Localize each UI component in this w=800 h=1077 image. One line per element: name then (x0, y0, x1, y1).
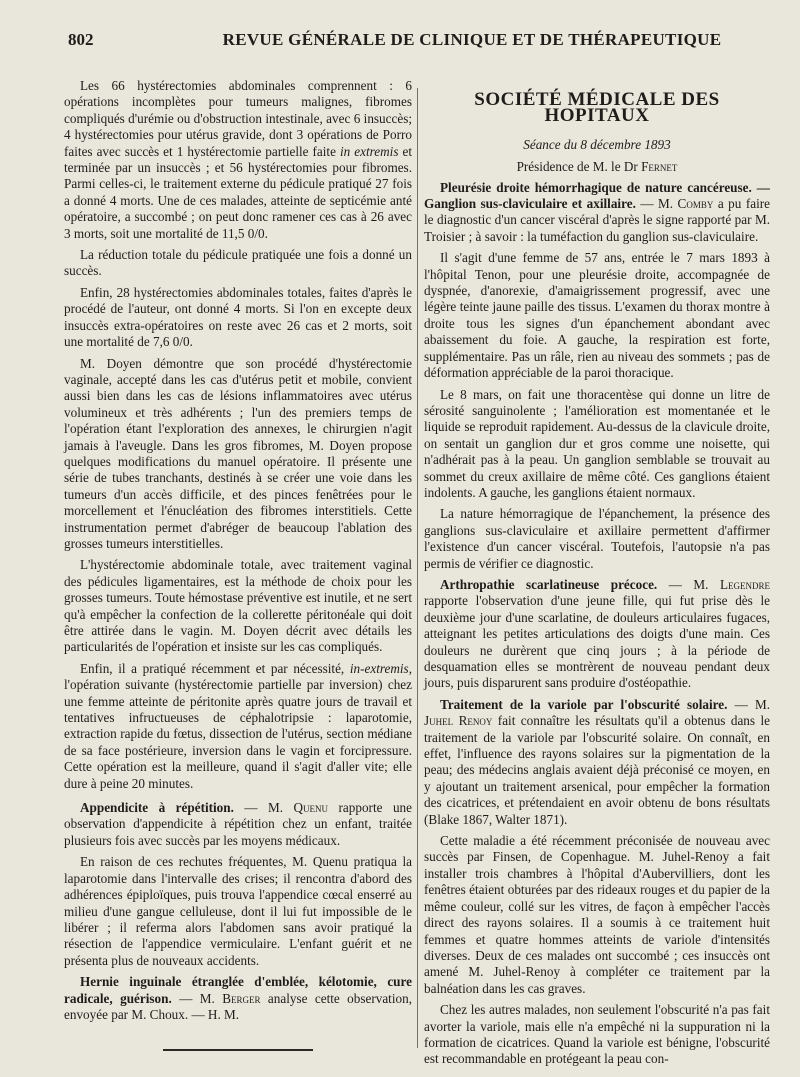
presidency: Présidence de M. le Dr Fernet (516, 159, 678, 175)
section-title: SOCIÉTÉ MÉDICALE DES HOPITAUX (474, 89, 720, 127)
paragraph-appendicite: Appendicite à répétition. — M. Quenu rapporte une observation d'appendicite à répétition chez un enfant, traitée plusieurs fois avec succès par les moyens médicaux. (64, 800, 412, 848)
paragraph: Chez les autres malades, non seulement l'obscurité n'a pas fait avorter la variole, mais elle n'a empêché ni la suppuration ni la formation de cicatrices. Quand la variole est bénigne, l'obscurité est recommandable en protégeant la peau con- (424, 1002, 770, 1067)
paragraph: La nature hémorragique de l'épanchement, la présence des ganglions sus-claviculaire et axillaire permettent d'affirmer l'existence d'un cancer viscéral. Toutefois, l'autopsie n'a pas permis de vérifier ce diagnostic. (424, 506, 770, 571)
paragraph: M. Doyen démontre que son procédé d'hystérectomie vaginale, accepté dans les cas d'utérus petit et mobile, convient aussi bien dans les cas de lésions inflammatoires avec utérus volumineux et très adhérents ; l'un des premiers temps de l'opération étant l'exploration des annexes, le chirurgien n'agit jamais à l'aveugle. Dans les gros fibromes, M. Doyen propose quelques modifications du manuel opératoire. Il présente une série de tubes tranchants, destinés à se créer une voie dans les tumeurs d'un accès difficile, et des pinces fenêtrées pour le morcellement et l'énucléation des fibromes interstitiels. Cette instrumentation permet d'abréger de beaucoup l'ablation des grosses tumeurs interstitielles. (64, 355, 412, 551)
left-column (64, 78, 412, 1051)
subsection-heading: Appendicite à répétition. (80, 800, 234, 816)
paragraph: En raison de ces rechutes fréquentes, M. Quenu pratiqua la laparotomie dans l'intervalle des crises; il rencontra d'abord des adhérences épiploïques, puis trouva l'appendice cœcal enserré au milieu d'une gangue celluleuse, dont il lui fut impossible de le libérer ; il referma alors l'abdomen sans avoir pratiqué la résection de l'appendice vermiculaire. L'enfant guérit et ne présenta plus de nouveaux accidents. (64, 854, 412, 968)
right-column (424, 78, 770, 1073)
paragraph: Il s'agit d'une femme de 57 ans, entrée le 7 mars 1893 à l'hôpital Tenon, pour une pleurésie droite, accompagnée de dyspnée, d'anorexie, d'amaigrissement progressif, avec une légère teinte jaune paille des tissus. L'examen du thorax montre à droite tous les signes d'un épanchement abondant avec abaissement du foie. A gauche, la respiration est forte, supplémentaire. Pas un râle, rien au niveau des sommets ; pas de déformation appréciable de la paroi thoracique. (424, 250, 770, 381)
running-title: REVUE GÉNÉRALE DE CLINIQUE ET DE THÉRAPEUTIQUE (222, 30, 722, 49)
paragraph: La réduction totale du pédicule pratiquée une fois a donné un succès. (64, 247, 412, 279)
paragraph-pleuresie: Pleurésie droite hémorrhagique de nature cancéreuse. — Ganglion sus-claviculaire et axillaire. — M. Comby a pu faire le diagnostic d'un cancer viscéral d'après le signe rapporté par M. Troisier ; à savoir : la tuméfaction du ganglion sus-claviculaire. (424, 179, 771, 244)
paragraph-variole: Traitement de la variole par l'obscurité solaire. — M. Juhel Renoy fait connaître les résultats qu'il a obtenus dans le traitement de la variole par l'obscurité solaire. On connaît, en effet, l'influence des rayons solaires sur la pigmentation de la peau; des médecins anglais avaient déjà préconisé ce moyen, en y ajoutant un traitement arsenical, pour empêcher la formation des cicatrices, et prétendaient en avoir obtenu de bons résultats (Blake 1867, Walter 1871). (424, 696, 770, 827)
page-header (64, 30, 760, 54)
subsection-heading: Pleurésie droite hémorrhagique de nature cancéreuse. — Ganglion sus-claviculaire et axillaire. (424, 179, 770, 212)
subsection-heading: Hernie inguinale étranglée d'emblée, kélotomie, cure radicale, guérison. (64, 974, 412, 1006)
paragraph-arthropathie: Arthropathie scarlatineuse précoce. — M. Legendre rapporte l'observation d'une jeune fille, qui fut prise dès le deuxième jour d'une scarlatine, de douleurs articulaires fugaces, atteignant les petites articulations des doigts d'une main. Ces douleurs ne durèrent que cinq jours ; à la période de desquamation elles se montrèrent de nouveau pendant deux jours, puis disparurent sans produire d'ostéopathie. (424, 576, 770, 691)
page-number: 802 (68, 30, 94, 49)
column-divider (417, 88, 418, 1048)
paragraph: Les 66 hystérectomies abdominales comprennent : 6 opérations incomplètes pour tumeurs malignes, fibromes compliqués d'urémie ou d'obstruction intestinale, avec 6 insuccès; 4 hystérectomies pour utérus gravide, dont 3 opérations de Porro faites avec succès et 1 hystérectomie partielle faite in extremis et terminée par un insuccès ; et 56 hystérectomies pour fibromes. Parmi celles-ci, le traitement externe du pédicule pratiqué 27 fois a donné 4 morts. Une de ces malades, atteinte de septicémie anté opératoire, a succombé ; on peut donc ramener ces cas à 26 avec 3 morts, soit une mortalité de 11,5 0/0. (64, 78, 412, 241)
paragraph: Le 8 mars, on fait une thoracentèse qui donne un litre de sérosité sanguinolente ; l'amélioration est momentanée et le liquide se reproduit rapidement. Au-dessus de la clavicule droite, on sentait un ganglion dur et gros comme une noisette, qui n'adhérait pas à la peau. Un ganglion semblable se trouvait au sommet du creux axillaire de même côté. Ces ganglions étaient indolents. A gauche, les ganglions étaient normaux. (424, 386, 770, 500)
paragraph-hernie: Hernie inguinale étranglée d'emblée, kélotomie, cure radicale, guérison. — M. Berger analyse cette observation, envoyée par M. Choux. — H. M. (64, 974, 412, 1022)
paragraph: Enfin, 28 hystérectomies abdominales totales, faites d'après le procédé de l'auteur, ont donné 4 morts. Si l'on en excepte deux insuccès extra-opératoires on reste avec 26 cas et 2 morts, soit une mortalité de 7,6 0/0. (64, 284, 412, 350)
paragraph: Cette maladie a été récemment préconisée de nouveau avec succès par Finsen, de Copenhague. M. Juhel-Renoy a fait installer trois chambres à l'hôpital d'Aubervilliers, dont les fenêtres étaient obturées par des rideaux rouges et du papier de la même couleur, collé sur les vitres, de façon à empêcher l'accès direct des rayons solaires. Il a soumis à ce traitement huit femmes et quatre hommes atteints de variole d'intensités diverses. Deux de ces malades ont succombé ; ces insuccès ont amené M. Juhel-Renoy à compléter ce traitement par la balnéation dans les cas graves. (424, 833, 770, 996)
paragraph: Enfin, il a pratiqué récemment et par nécessité, in-extremis, l'opération suivante (hystérectomie partielle par inversion) chez une femme atteinte de péritonite après quatre jours de travail et tentatives infructueuses de céphalotripsie : laparotomie, extraction rapide du fœtus, dissection de l'utérus, section médiane de sa face postérieure, inversion dans le vagin et forcipressure. Cette opération est la meilleure, quand il s'agit d'aller vite; elle dure à peine 20 minutes. (64, 660, 412, 791)
subsection-heading: Arthropathie scarlatineuse précoce. (440, 576, 658, 592)
section-end-rule (163, 1049, 313, 1051)
paragraph: L'hystérectomie abdominale totale, avec traitement vaginal des pédicules ligamentaires, est la méthode de choix pour les grosses tumeurs. Toute hémostase préventive est inutile, et ne sert qu'à empêcher la confection de la collerette péritonéale qui doit être attirée dans le vagin. M. Doyen décrit avec détails les particularités de l'opération et insiste sur les cas compliqués. (64, 557, 412, 655)
session-date: Séance du 8 décembre 1893 (523, 136, 671, 152)
subsection-heading: Traitement de la variole par l'obscurité solaire. (440, 696, 728, 712)
